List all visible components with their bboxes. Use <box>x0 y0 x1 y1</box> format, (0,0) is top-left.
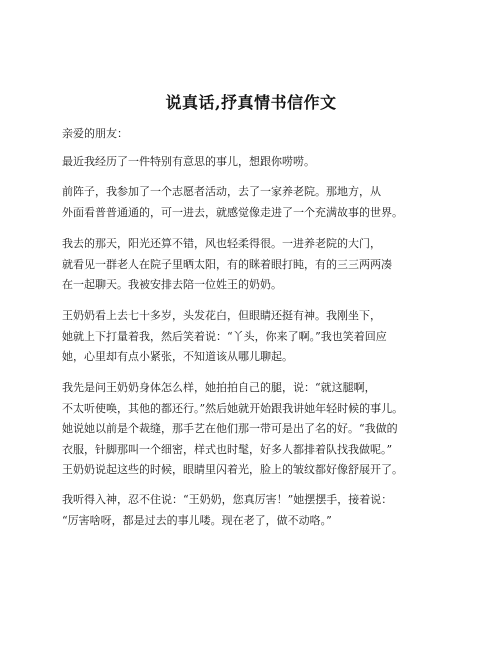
text-line: 就看见一群老人在院子里晒太阳，有的眯着眼打盹，有的三三两两凑 <box>62 257 392 271</box>
text-line: 前阵子，我参加了一个志愿者活动，去了一家养老院。那地方，从 <box>62 185 381 198</box>
text-line: “厉害啥呀，都是过去的事儿喽。现在老了，做不动咯。” <box>62 513 332 527</box>
text-line: 不太听使唤，其他的都还行。”然后她就开始跟我讲她年轻时候的事儿。 <box>62 401 404 415</box>
text-line: 王奶奶看上去七十多岁，头发花白，但眼睛还挺有神。我刚坐下， <box>62 309 381 322</box>
text-line: 我去的那天，阳光还算不错，风也轻柔得很。一进养老院的大门， <box>62 237 381 250</box>
text-line: 她就上下打量着我，然后笑着说：“丫头，你来了啊。”我也笑着回应 <box>62 329 387 343</box>
text-line: 我先是问王奶奶身体怎么样，她拍拍自己的腿，说：“就这腿啊， <box>62 381 376 394</box>
text-line: 她，心里却有点小紧张，不知道该从哪儿聊起。 <box>62 350 293 363</box>
text-line: 我听得入神，忍不住说：“王奶奶，您真厉害！”她摆摆手，接着说： <box>62 493 393 506</box>
text-line: 她说她以前是个裁缝，那手艺在他们那一带可是出了名的好。“我做的 <box>62 422 398 435</box>
paragraph-intro <box>62 152 450 173</box>
text-line: 在一起聊天。我被安排去陪一位姓王的奶奶。 <box>62 278 282 291</box>
text-line: 王奶奶说起这些的时候，眼睛里闪着光，脸上的皱纹都好像舒展开了。 <box>62 463 403 476</box>
paragraph-greeting <box>62 124 450 145</box>
document-title: 说真话,抒真情书信作文 <box>165 93 337 112</box>
paragraph-arrival <box>62 234 450 296</box>
text-line: 衣服，针脚那叫一个细密，样式也时髦，好多人都排着队找我做呢。” <box>62 442 393 456</box>
paragraph-conversation <box>62 490 450 531</box>
text-line: 亲爱的朋友： <box>62 127 128 140</box>
paragraph-volunteer <box>62 182 450 223</box>
text-line: 最近我经历了一件特别有意思的事儿，想跟你唠唠。 <box>62 155 315 168</box>
text-line: 外面看普普通通的，可一进去，就感觉像走进了一个充满故事的世界。 <box>62 205 403 219</box>
paragraph-grandma-wang <box>62 306 450 368</box>
paragraph-tailor-story <box>62 378 450 481</box>
